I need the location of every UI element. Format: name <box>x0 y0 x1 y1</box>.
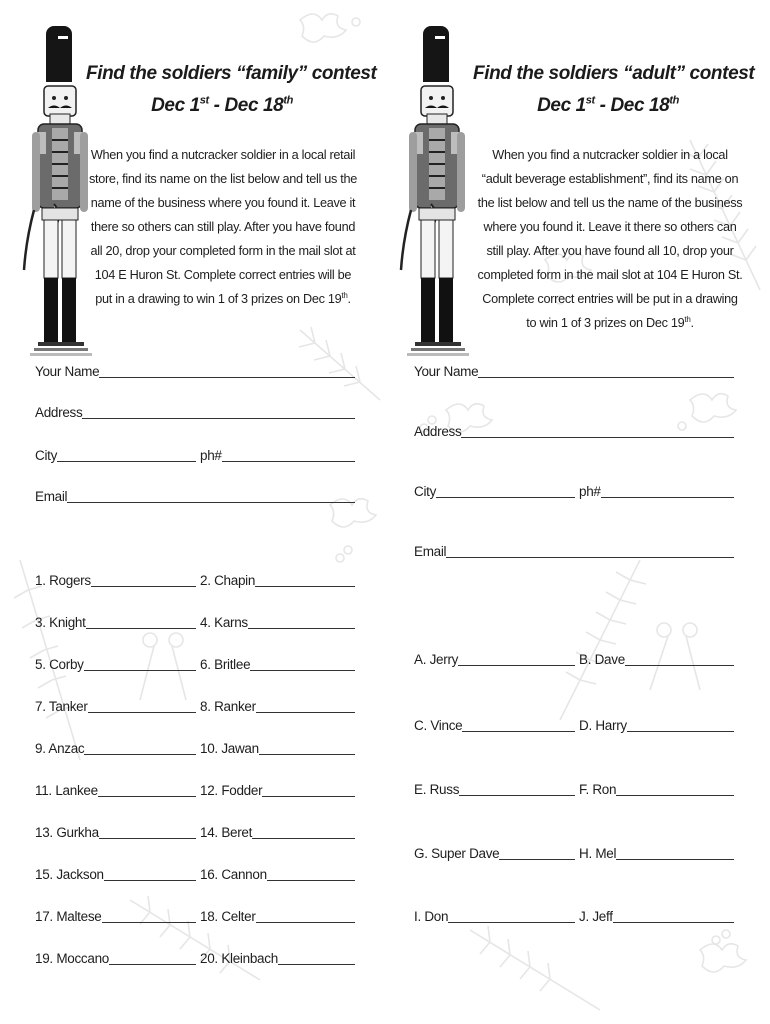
soldier-row <box>35 614 355 631</box>
soldier-row <box>35 950 355 967</box>
business-input-line[interactable] <box>84 754 196 755</box>
business-input-line[interactable] <box>462 731 575 732</box>
business-input-line[interactable] <box>278 964 355 965</box>
soldier-name: 18. Celter <box>200 909 256 924</box>
phone-label: ph# <box>579 484 601 499</box>
soldier-name: 10. Jawan <box>200 741 259 756</box>
address-label: Address <box>35 405 83 420</box>
soldier-row <box>414 781 734 798</box>
soldier-row <box>35 866 355 883</box>
business-input-line[interactable] <box>109 964 196 965</box>
soldier-row <box>414 651 734 668</box>
business-input-line[interactable] <box>256 712 355 713</box>
phone-label: ph# <box>200 448 222 463</box>
business-input-line[interactable] <box>458 665 575 666</box>
soldier-row <box>414 845 734 862</box>
soldier-row <box>35 656 355 673</box>
phone-input-line[interactable] <box>222 461 355 462</box>
business-input-line[interactable] <box>256 922 355 923</box>
soldier-name: 4. Karns <box>200 615 248 630</box>
contest-title: Find the soldiers “adult” contest Dec 1st - Dec 18th <box>473 63 755 116</box>
soldier-name: J. Jeff <box>579 909 613 924</box>
business-input-line[interactable] <box>448 922 575 923</box>
email-label: Email <box>35 489 68 504</box>
soldier-name: 1. Rogers <box>35 573 91 588</box>
business-input-line[interactable] <box>262 796 355 797</box>
soldier-row <box>414 717 734 734</box>
business-input-line[interactable] <box>613 922 734 923</box>
name-label: Your Name <box>35 364 100 379</box>
address-field[interactable] <box>414 423 734 440</box>
soldier-name: G. Super Dave <box>414 846 500 861</box>
business-input-line[interactable] <box>255 586 355 587</box>
soldier-name: 5. Corby <box>35 657 84 672</box>
soldier-name: B. Dave <box>579 652 625 667</box>
soldier-name: 3. Knight <box>35 615 86 630</box>
business-input-line[interactable] <box>248 628 355 629</box>
name-input-line[interactable] <box>478 377 734 378</box>
address-input-line[interactable] <box>82 418 355 419</box>
soldier-name: 16. Cannon <box>200 867 267 882</box>
soldier-name: 2. Chapin <box>200 573 256 588</box>
city-label: City <box>35 448 58 463</box>
business-input-line[interactable] <box>267 880 355 881</box>
soldier-name: A. Jerry <box>414 652 459 667</box>
business-input-line[interactable] <box>616 795 734 796</box>
phone-field[interactable] <box>575 483 734 500</box>
soldier-name: 7. Tanker <box>35 699 88 714</box>
email-field[interactable] <box>35 488 355 505</box>
soldier-name: 20. Kleinbach <box>200 951 278 966</box>
city-label: City <box>414 484 437 499</box>
soldier-row <box>35 698 355 715</box>
adult-contest-form <box>385 0 770 1024</box>
address-input-line[interactable] <box>461 437 734 438</box>
name-field[interactable] <box>414 363 734 380</box>
name-field[interactable] <box>35 363 355 380</box>
business-input-line[interactable] <box>616 859 734 860</box>
business-input-line[interactable] <box>627 731 734 732</box>
city-phone-row <box>414 483 734 500</box>
soldier-name: 12. Fodder <box>200 783 263 798</box>
soldier-name: 11. Lankee <box>35 783 98 798</box>
business-input-line[interactable] <box>84 670 196 671</box>
soldier-name: 13. Gurkha <box>35 825 99 840</box>
soldier-name: 6. Britlee <box>200 657 251 672</box>
address-label: Address <box>414 424 462 439</box>
email-input-line[interactable] <box>67 502 355 503</box>
business-input-line[interactable] <box>86 628 196 629</box>
soldier-name: H. Mel <box>579 846 617 861</box>
soldier-row <box>414 908 734 925</box>
city-phone-row <box>35 447 355 464</box>
business-input-line[interactable] <box>250 670 355 671</box>
soldier-name: C. Vince <box>414 718 463 733</box>
business-input-line[interactable] <box>499 859 575 860</box>
soldier-row <box>35 740 355 757</box>
contest-instructions: When you find a nutcracker soldier in a local “adult beverage establishment”, find its name on the list below and tell us the name of the business where you found it. Leave it there so others can still play. After you have found all 10, drop your completed form in the mail slot at 104 E Huron St. Complete correct entries will be put in a drawing to win 1 of 3 prizes on Dec 19th. <box>477 148 743 330</box>
contest-instructions: When you find a nutcracker soldier in a local retail store, find its name on the list below and tell us the name of the business where you found it. Leave it there so others can still play. After you have found all 20, drop your completed form in the mail slot at 104 E Huron St. Complete correct entries will be put in a drawing to win 1 of 3 prizes on Dec 19th. <box>88 148 358 306</box>
soldier-row <box>35 824 355 841</box>
soldier-name: F. Ron <box>579 782 617 797</box>
business-input-line[interactable] <box>102 922 197 923</box>
soldier-name: 14. Beret <box>200 825 253 840</box>
soldier-name: 17. Maltese <box>35 909 102 924</box>
soldier-row <box>35 782 355 799</box>
email-label: Email <box>414 544 447 559</box>
business-input-line[interactable] <box>91 586 196 587</box>
business-input-line[interactable] <box>459 795 575 796</box>
phone-input-line[interactable] <box>601 497 734 498</box>
email-field[interactable] <box>414 543 734 560</box>
soldier-name: 8. Ranker <box>200 699 256 714</box>
city-field[interactable] <box>414 483 575 500</box>
business-input-line[interactable] <box>98 796 196 797</box>
city-input-line[interactable] <box>436 497 575 498</box>
soldier-name: E. Russ <box>414 782 460 797</box>
business-input-line[interactable] <box>104 880 196 881</box>
address-field[interactable] <box>35 404 355 421</box>
business-input-line[interactable] <box>88 712 196 713</box>
name-input-line[interactable] <box>99 377 355 378</box>
soldier-row <box>35 908 355 925</box>
nutcracker-soldier-icon <box>399 24 477 358</box>
soldier-name: 9. Anzac <box>35 741 85 756</box>
city-input-line[interactable] <box>57 461 196 462</box>
business-input-line[interactable] <box>259 754 355 755</box>
soldier-name: 15. Jackson <box>35 867 104 882</box>
contest-title: Find the soldiers “family” contest Dec 1st - Dec 18th <box>86 63 377 116</box>
soldier-row <box>35 572 355 589</box>
soldier-name: D. Harry <box>579 718 627 733</box>
city-field[interactable] <box>35 447 196 464</box>
email-input-line[interactable] <box>446 557 734 558</box>
soldier-name: 19. Moccano <box>35 951 109 966</box>
business-input-line[interactable] <box>252 838 355 839</box>
name-label: Your Name <box>414 364 479 379</box>
soldier-name: I. Don <box>414 909 449 924</box>
business-input-line[interactable] <box>99 838 196 839</box>
phone-field[interactable] <box>196 447 355 464</box>
business-input-line[interactable] <box>625 665 734 666</box>
